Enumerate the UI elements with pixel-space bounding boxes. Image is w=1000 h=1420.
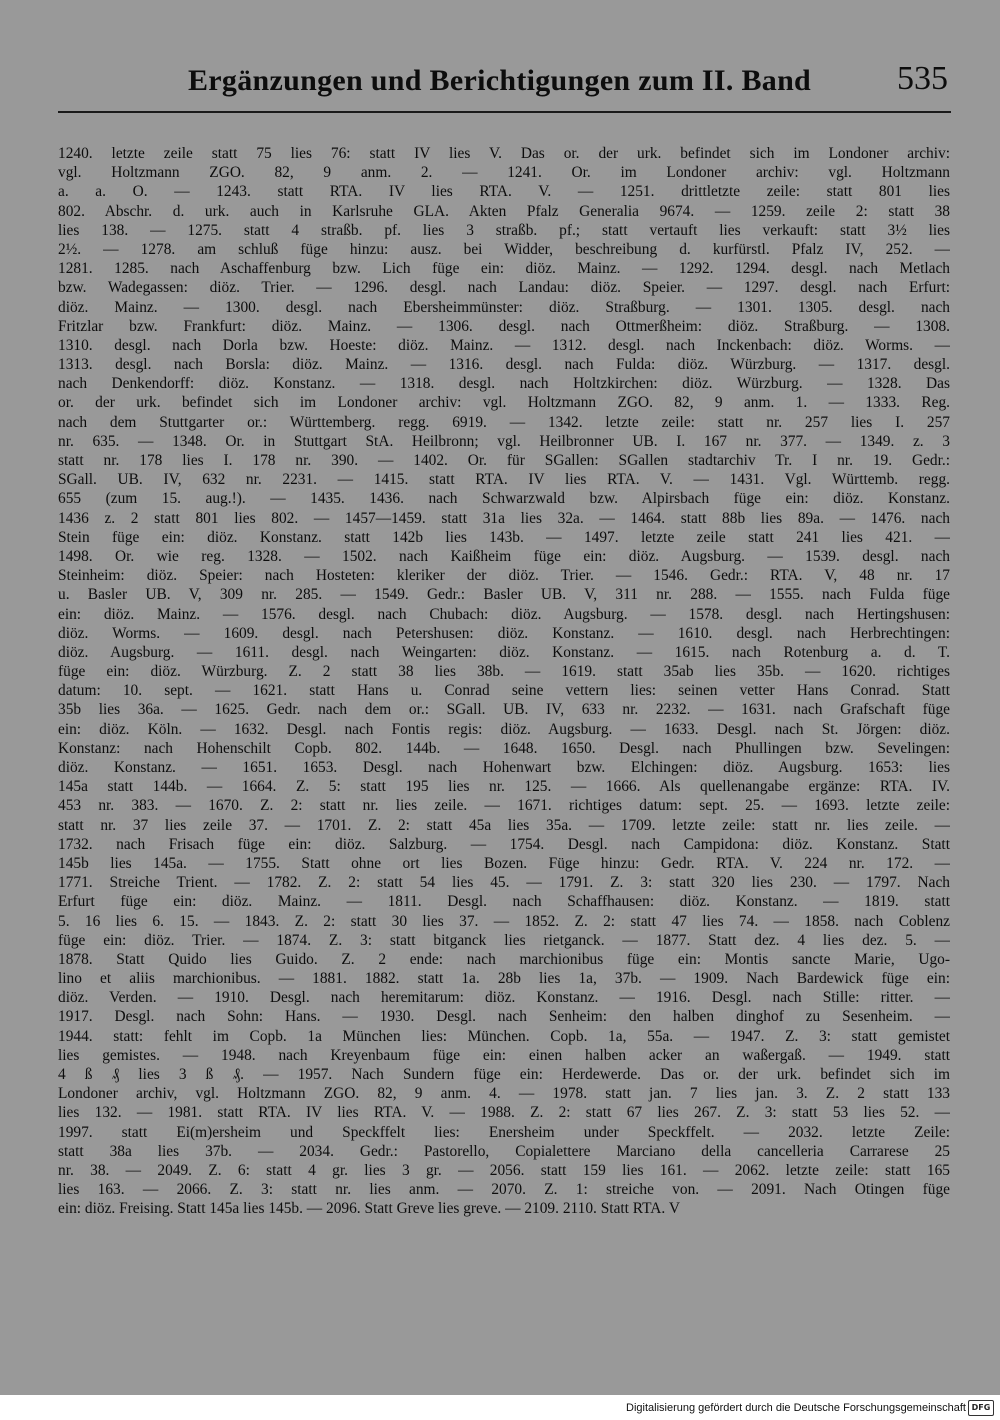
funding-credit: Digitalisierung gefördert durch die Deutsche Forschungsgemeinschaft xyxy=(626,1402,966,1414)
text-line: 1997. statt Ei(m)ersheim und Speckffelt lies: Enersheim under Speckffelt. — 2032. letzte Zeile: xyxy=(58,1123,950,1141)
text-line: 1732. nach Frisach füge ein: diöz. Salzburg. — 1754. Desgl. nach Campidona: diöz. Konstanz. Statt xyxy=(58,835,950,853)
text-line: 1310. desgl. nach Dorla bzw. Hoeste: diöz. Mainz. — 1312. desgl. nach Inckenbach: diöz. Worms. — xyxy=(58,336,950,354)
text-line: a. a. O. — 1243. statt RTA. IV lies RTA. V. — 1251. drittletzte zeile: statt 801 lies xyxy=(58,183,950,201)
text-line: u. Basler UB. V, 309 nr. 285. — 1549. Gedr.: Basler UB. V, 311 nr. 288. — 1555. nach Fulda füge xyxy=(58,586,950,604)
text-line: 1281. 1285. nach Aschaffenburg bzw. Lich füge ein: diöz. Mainz. — 1292. 1294. desgl. nach Metlach xyxy=(58,260,950,278)
text-line: 145b lies 145a. — 1755. Statt ohne ort lies Bozen. Füge hinzu: Gedr. RTA. V. 224 nr. 172. — xyxy=(58,854,950,872)
text-line: 1436 z. 2 statt 801 lies 802. — 1457—1459. statt 31a lies 32a. — 1464. statt 88b lies 89a. — 1476. nach xyxy=(58,509,950,527)
text-line: füge ein: diöz. Trier. — 1874. Z. 3: statt bitganck lies rietganck. — 1877. Statt dez. 4 lies dez. 5. — xyxy=(58,931,950,949)
text-line: nr. 38. — 2049. Z. 6: statt 4 gr. lies 3 gr. — 2056. statt 159 lies 161. — 2062. letzte zeile: statt 165 xyxy=(58,1161,950,1179)
text-line: or. der urk. befindet sich im Londoner archiv: vgl. Holtzmann ZGO. 82, 9 anm. 1. — 1333. Reg. xyxy=(58,394,950,412)
text-line: bzw. Wadegassen: diöz. Trier. — 1296. desgl. nach Landau: diöz. Speier. — 1297. desgl. nach Erfurt: xyxy=(58,279,950,297)
text-line: 4 ß ₰ lies 3 ß ₰. — 1957. Nach Sundern füge ein: Herdewerde. Das or. der urk. befindet sich im xyxy=(58,1066,950,1083)
text-line: statt 38a lies 37b. — 2034. Gedr.: Pastorello, Copialettere Marciano della cancelleria Carrarese 25 xyxy=(58,1142,950,1160)
text-line: nr. 635. — 1348. Or. in Stuttgart StA. Heilbronn; vgl. Heilbronner UB. I. 167 nr. 377. — 1349. z. 3 xyxy=(58,432,950,450)
page-number: 535 xyxy=(897,60,948,97)
text-line: 1498. Or. wie reg. 1328. — 1502. nach Kaißheim füge ein: diöz. Augsburg. — 1539. desgl. nach xyxy=(58,547,950,565)
text-line: ein: diöz. Freising. Statt 145a lies 145b. — 2096. Statt Greve lies greve. — 2109. 2110. Statt RTA. V xyxy=(58,1200,680,1218)
text-line: 453 nr. 383. — 1670. Z. 2: statt nr. lies zeile. — 1671. richtiges datum: sept. 25. — 1693. letzte zeile: xyxy=(58,797,950,815)
text-line: 655 (zum 15. aug.!). — 1435. 1436. nach Schwarzwald bzw. Alpirsbach füge ein: diöz. Konstanz. xyxy=(58,490,950,508)
text-line: 5. 16 lies 6. 15. — 1843. Z. 2: statt 30 lies 37. — 1852. Z. 2: statt 47 lies 74. — 1858. nach Coblenz xyxy=(58,912,950,930)
text-line: diöz. Konstanz. — 1651. 1653. Desgl. nach Hohenwart bzw. Elchingen: diöz. Augsburg. 1653: lies xyxy=(58,759,950,776)
text-line: diöz. Mainz. — 1300. desgl. nach Ebersheimmünster: diöz. Straßburg. — 1301. 1305. desgl. nach xyxy=(58,298,950,316)
text-line: Konstanz: nach Hohenschilt Copb. 802. 144b. — 1648. 1650. Desgl. nach Phullingen bzw. Sevelingen: xyxy=(58,739,950,757)
text-line: 2½. — 1278. am schluß füge hinzu: ausz. bei Widder, beschreibung d. kurfürstl. Pfalz IV, 252. — xyxy=(58,240,950,258)
text-line: datum: 10. sept. — 1621. statt Hans u. Conrad seine vettern lies: seinen vetter Hans Conrad. Statt xyxy=(58,682,950,700)
text-line: ein: diöz. Mainz. — 1576. desgl. nach Chubach: diöz. Augsburg. — 1578. desgl. nach Hertingshusen: xyxy=(58,605,950,623)
dfg-logo: DFG xyxy=(968,1400,994,1416)
text-line: lies 163. — 2066. Z. 3: statt nr. lies anm. — 2070. Z. 1: streiche von. — 2091. Nach Otingen füge xyxy=(58,1181,950,1199)
text-line: Londoner archiv, vgl. Holtzmann ZGO. 82, 9 anm. 4. — 1978. statt jan. 7 lies jan. 3. Z. 2 statt 133 xyxy=(58,1085,950,1103)
text-line: lies gemistes. — 1948. nach Kreyenbaum füge ein: einen halben acker an waßergaß. — 1949. statt xyxy=(58,1046,950,1064)
footer-bar xyxy=(0,1395,1000,1420)
text-line: diöz. Verden. — 1910. Desgl. nach heremitarum: diöz. Konstanz. — 1916. Desgl. nach Stille: ritter. — xyxy=(58,989,950,1007)
running-header xyxy=(58,60,948,106)
text-line: diöz. Worms. — 1609. desgl. nach Petershusen: diöz. Konstanz. — 1610. desgl. nach Herbrechtingen: xyxy=(58,624,950,642)
text-line: diöz. Augsburg. — 1611. desgl. nach Weingarten: diöz. Konstanz. — 1615. nach Rotenburg a. d. T. xyxy=(58,643,950,661)
text-line: 802. Abschr. d. urk. auch in Karlsruhe GLA. Akten Pfalz Generalia 9674. — 1259. zeile 2: statt 38 xyxy=(58,202,950,220)
text-line: SGall. UB. IV, 632 nr. 2231. — 1415. statt RTA. IV lies RTA. V. — 1431. Vgl. Württemb. regg. xyxy=(58,471,950,489)
text-line: Erfurt füge ein: diöz. Mainz. — 1811. Desgl. nach Schaffhausen: diöz. Konstanz. — 1819. statt xyxy=(58,893,950,911)
text-line: lies 132. — 1981. statt RTA. IV lies RTA. V. — 1988. Z. 2: statt 67 lies 267. Z. 3: statt 53 lies 52. — xyxy=(58,1104,950,1122)
text-line: 145a statt 144b. — 1664. Z. 5: statt 195 lies nr. 125. — 1666. Als quellenangabe ergänze: RTA. IV. xyxy=(58,778,950,796)
text-line: vgl. Holtzmann ZGO. 82, 9 anm. 2. — 1241. Or. im Londoner archiv: vgl. Holtzmann xyxy=(58,164,950,182)
text-line: Steinheim: diöz. Speier: nach Hosteten: kleriker der diöz. Trier. — 1546. Gedr.: RTA. V, 48 nr. 17 xyxy=(58,567,950,585)
text-line: statt nr. 178 lies I. 178 nr. 390. — 1402. Or. für SGallen: SGallen stadtarchiv Tr. I nr. 19. Gedr.: xyxy=(58,452,950,469)
text-line: nach Denkendorff: diöz. Konstanz. — 1318. desgl. nach Holtzkirchen: diöz. Würzburg. — 1328. Das xyxy=(58,375,950,393)
text-line: Stein füge ein: diöz. Konstanz. statt 142b lies 143b. — 1497. letzte zeile statt 241 lies 421. — xyxy=(58,528,950,546)
text-line: 1878. Statt Quido lies Guido. Z. 2 ende: nach marchionibus füge ein: Montis sancte Marie, Ugo- xyxy=(58,950,950,968)
text-body xyxy=(58,144,950,1219)
text-line: Fritzlar bzw. Frankfurt: diöz. Mainz. — 1306. desgl. nach Ottmerßheim: diöz. Straßburg. — 1308. xyxy=(58,317,950,335)
text-line: 1944. statt: fehlt im Copb. 1a München lies: München. Copb. 1a, 55a. — 1947. Z. 3: statt gemistet xyxy=(58,1027,950,1045)
text-line: füge ein: diöz. Würzburg. Z. 2 statt 38 lies 38b. — 1619. statt 35ab lies 35b. — 1620. richtiges xyxy=(58,663,950,681)
text-line: 1313. desgl. nach Borsla: diöz. Mainz. — 1316. desgl. nach Fulda: diöz. Würzburg. — 1317. desgl. xyxy=(58,356,950,374)
text-line: lies 138. — 1275. statt 4 straßb. pf. lies 3 straßb. pf.; statt vertauft lies verkauft: statt 3½ lies xyxy=(58,221,950,239)
text-line: 35b lies 36a. — 1625. Gedr. nach dem or.: SGall. UB. IV, 633 nr. 2232. — 1631. nach Grafschaft füge xyxy=(58,701,950,719)
text-line: lino et aliis marchionibus. — 1881. 1882. statt 1a. 28b lies 1a, 37b. — 1909. Nach Bardewick füge ein: xyxy=(58,970,950,988)
text-line: nach dem Stuttgarter or.: Württemberg. regg. 6919. — 1342. letzte zeile: statt nr. 257 lies I. 257 xyxy=(58,413,950,431)
text-line: statt nr. 37 lies zeile 37. — 1701. Z. 2: statt 45a lies 35a. — 1709. letzte zeile: statt nr. lies zeile. — xyxy=(58,816,950,834)
text-line: 1240. letzte zeile statt 75 lies 76: statt IV lies V. Das or. der urk. befindet sich im Londoner archiv: xyxy=(58,145,950,162)
text-line: 1771. Streiche Trient. — 1782. Z. 2: statt 54 lies 45. — 1791. Z. 3: statt 320 lies 230. — 1797. Nach xyxy=(58,874,950,892)
running-title: Ergänzungen und Berichtigungen zum II. Band xyxy=(188,64,812,97)
text-line: ein: diöz. Köln. — 1632. Desgl. nach Fontis regis: diöz. Augsburg. — 1633. Desgl. nach St. Jörgen: diöz. xyxy=(58,720,950,738)
text-line: 1917. Desgl. nach Sohn: Hans. — 1930. Desgl. nach Senheim: den halben dinghof zu Sesenheim. — xyxy=(58,1008,950,1026)
header-rule xyxy=(58,111,951,113)
